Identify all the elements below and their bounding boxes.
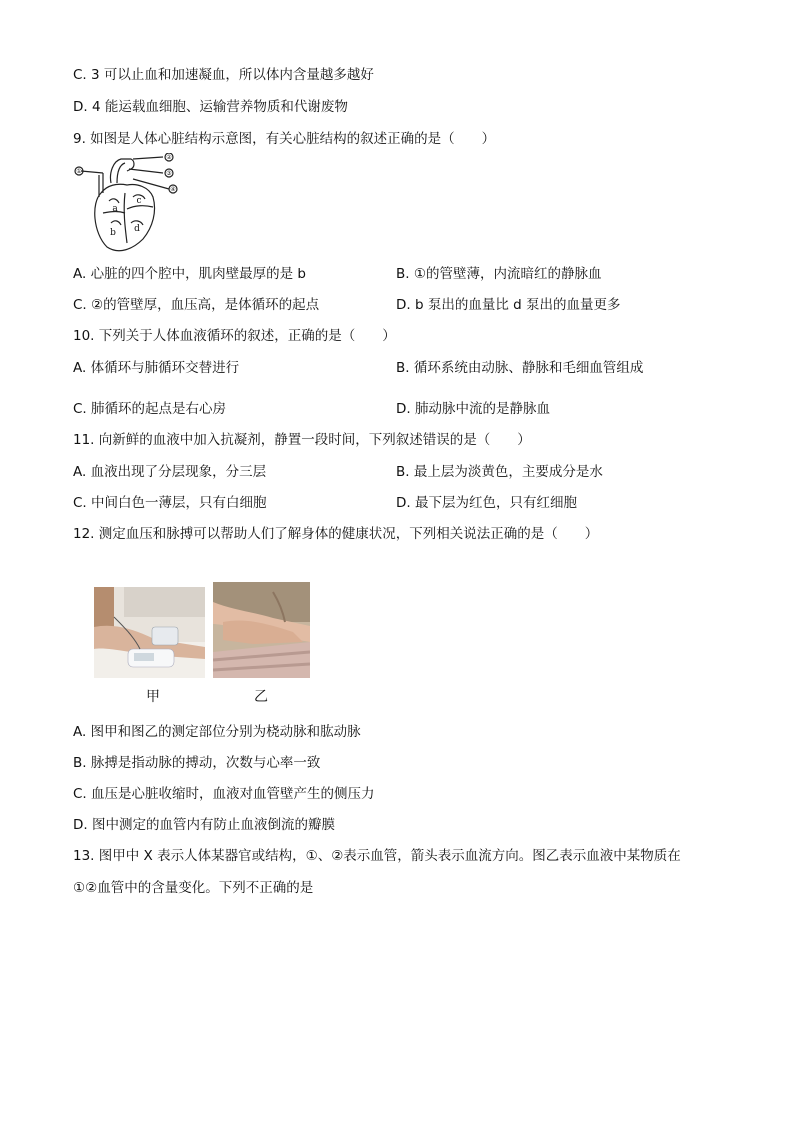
option-d-q11: D. 最下层为红色，只有红细胞 (396, 495, 577, 511)
option-d-q8: D. 4 能运载血细胞、运输营养物质和代谢废物 (73, 99, 348, 115)
heart-label-1: ① (76, 168, 82, 175)
question-12: 12. 测定血压和脉搏可以帮助人们了解身体的健康状况，下列相关说法正确的是（ ） (73, 526, 599, 542)
blood-pressure-photo (94, 587, 205, 678)
question-11: 11. 向新鲜的血液中加入抗凝剂，静置一段时间，下列叙述错误的是（ ） (73, 432, 531, 448)
option-b-q11: B. 最上层为淡黄色，主要成分是水 (396, 464, 603, 480)
heart-label-4: ④ (170, 186, 176, 193)
heart-label-d: d (134, 224, 140, 234)
caption-jia: 甲 (146, 689, 160, 705)
heart-label-2: ② (166, 154, 172, 161)
option-a-q12: A. 图甲和图乙的测定部位分别为桡动脉和肱动脉 (73, 724, 361, 740)
pulse-photo (213, 582, 310, 678)
heart-label-c: c (136, 196, 142, 206)
option-d-q10: D. 肺动脉中流的是静脉血 (396, 401, 550, 417)
option-a-q10: A. 体循环与肺循环交替进行 (73, 360, 240, 376)
heart-label-3: ③ (166, 170, 172, 177)
option-c-q10: C. 肺循环的起点是右心房 (73, 401, 227, 417)
heart-label-b: b (110, 228, 116, 238)
option-d-q9: D. b 泵出的血量比 d 泵出的血量更多 (396, 297, 621, 313)
option-c-q8: C. 3 可以止血和加速凝血，所以体内含量越多越好 (73, 67, 374, 83)
option-b-q12: B. 脉搏是指动脉的搏动，次数与心率一致 (73, 755, 321, 771)
caption-yi: 乙 (254, 689, 268, 705)
question-9: 9. 如图是人体心脏结构示意图，有关心脏结构的叙述正确的是（ ） (73, 131, 496, 147)
option-b-q10: B. 循环系统由动脉、静脉和毛细血管组成 (396, 360, 644, 376)
option-d-q12: D. 图中测定的血管内有防止血液倒流的瓣膜 (73, 817, 335, 833)
question-13-line1: 13. 图甲中 X 表示人体某器官或结构，①、②表示血管，箭头表示血流方向。图乙表示血液中某物质在 (73, 848, 681, 864)
option-c-q12: C. 血压是心脏收缩时，血液对血管壁产生的侧压力 (73, 786, 375, 802)
option-c-q11: C. 中间白色一薄层，只有白细胞 (73, 495, 267, 511)
question-10: 10. 下列关于人体血液循环的叙述，正确的是（ ） (73, 328, 396, 344)
option-a-q11: A. 血液出现了分层现象，分三层 (73, 464, 267, 480)
option-a-q9: A. 心脏的四个腔中，肌肉壁最厚的是 b (73, 266, 306, 282)
option-c-q9: C. ②的管壁厚，血压高，是体循环的起点 (73, 297, 320, 313)
heart-label-a: a (112, 204, 118, 214)
heart-diagram (73, 153, 185, 257)
option-b-q9: B. ①的管壁薄，内流暗红的静脉血 (396, 266, 602, 282)
question-13-line2: ①②血管中的含量变化。下列不正确的是 (73, 880, 314, 896)
